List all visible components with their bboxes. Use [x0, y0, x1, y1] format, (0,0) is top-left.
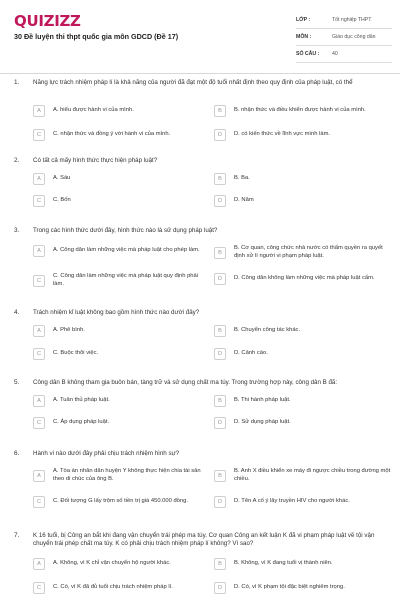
- option-text: A. Tuân thủ pháp luật.: [53, 397, 110, 404]
- option-letter: A: [33, 395, 45, 407]
- meta-value: Tốt nghiệp THPT: [332, 17, 372, 23]
- option-text: A. Không, vì K chỉ vận chuyển hộ người khác.: [53, 560, 171, 567]
- option-text: B. Ba.: [234, 175, 250, 182]
- option-text: C. Có, vì K đã đủ tuổi chịu trách nhiệm pháp lí.: [53, 584, 173, 591]
- question-number: 5.: [14, 379, 20, 386]
- option-letter: A: [33, 173, 45, 185]
- option-text: C. Áp dụng pháp luật.: [53, 419, 110, 426]
- option-text: D. Tên A cố ý lây truyền HIV cho người khác.: [234, 498, 350, 505]
- question-number: 6.: [14, 450, 20, 457]
- question-number: 3.: [14, 227, 20, 234]
- option-text: D. Cảnh cáo.: [234, 350, 268, 357]
- question-number: 4.: [14, 309, 20, 316]
- option-letter: A: [33, 558, 45, 570]
- option-c[interactable]: [33, 417, 203, 429]
- option-letter: A: [33, 105, 45, 117]
- option-b[interactable]: [214, 558, 390, 570]
- option-letter: B: [214, 558, 226, 570]
- option-letter: C: [33, 129, 45, 141]
- option-text: C. nhận thức và đồng ý với hành vi của mình.: [53, 131, 171, 138]
- option-c[interactable]: [33, 348, 203, 360]
- option-a[interactable]: [33, 558, 203, 570]
- meta-info-table: [296, 12, 392, 63]
- option-a[interactable]: [33, 395, 203, 407]
- question-text: Công dân B không tham gia buôn bán, tàng trữ và sử dụng chất ma túy. Trong trường hợp này, công dân B đã:: [33, 379, 338, 386]
- question-text: Năng lực trách nhiệm pháp lí là khả năng của người đã đạt một độ tuổi nhất định theo quy định của pháp luật, có thể: [33, 79, 353, 86]
- option-b[interactable]: [214, 395, 390, 407]
- document-header: [0, 0, 400, 72]
- option-letter: D: [214, 195, 226, 207]
- option-text: B. Không, vì K đang tuổi vị thành niên.: [234, 560, 333, 567]
- option-text: C. Buộc thôi việc.: [53, 350, 99, 357]
- option-text: B. Chuyển công tác khác.: [234, 327, 301, 334]
- option-c[interactable]: [33, 273, 205, 288]
- option-letter: A: [33, 325, 45, 337]
- option-c[interactable]: [33, 496, 205, 508]
- option-d[interactable]: [214, 273, 392, 285]
- option-letter: B: [214, 247, 226, 259]
- option-a[interactable]: [33, 468, 205, 483]
- option-d[interactable]: [214, 582, 390, 594]
- option-letter: B: [214, 470, 226, 482]
- meta-key: LỚP :: [296, 17, 311, 23]
- option-letter: D: [214, 273, 226, 285]
- option-letter: D: [214, 417, 226, 429]
- option-d[interactable]: [214, 195, 390, 207]
- option-text: A. Sáu: [53, 175, 71, 182]
- option-text: A. hiểu được hành vi của mình.: [53, 107, 134, 114]
- option-letter: D: [214, 348, 226, 360]
- option-letter: A: [33, 470, 45, 482]
- option-letter: C: [33, 496, 45, 508]
- option-letter: B: [214, 395, 226, 407]
- meta-row-subject: [296, 29, 392, 46]
- question-number: 2.: [14, 157, 20, 164]
- meta-row-question-count: [296, 46, 392, 63]
- option-text: C. Công dân làm những việc mà pháp luật quy định phải làm.: [53, 273, 199, 287]
- meta-row-grade: [296, 12, 392, 29]
- option-text: C. Bốn: [53, 197, 71, 204]
- option-text: B. Anh X điều khiển xe máy đi ngược chiều trong đường một chiều.: [234, 468, 391, 482]
- option-a[interactable]: [33, 325, 203, 337]
- option-letter: C: [33, 348, 45, 360]
- option-text: D. có kiến thức về lĩnh vực mình làm.: [234, 131, 331, 138]
- question-text: Hành vi nào dưới đây phải chịu trách nhiệm hình sự?: [33, 450, 180, 457]
- option-d[interactable]: [214, 417, 390, 429]
- option-letter: D: [214, 129, 226, 141]
- option-text: B. Cơ quan, công chức nhà nước có thẩm quyền ra quyết định xử lí người vi phạm pháp luật.: [234, 245, 383, 259]
- option-text: D. Công dân không làm những việc mà pháp luật cấm.: [234, 275, 375, 282]
- option-c[interactable]: [33, 129, 203, 141]
- option-d[interactable]: [214, 348, 390, 360]
- option-b[interactable]: [214, 105, 390, 117]
- option-text: A. Phê bình.: [53, 327, 85, 334]
- meta-value: Giáo dục công dân: [332, 34, 376, 40]
- question-number: 7.: [14, 532, 20, 539]
- option-letter: D: [214, 582, 226, 594]
- option-b[interactable]: [214, 468, 392, 483]
- option-d[interactable]: [214, 496, 392, 508]
- option-letter: C: [33, 275, 45, 287]
- option-text: D. Có, vì K phạm tội đặc biệt nghiêm trọng.: [234, 584, 345, 591]
- question-text: Trách nhiệm kỉ luật không bao gồm hình thức nào dưới đây?: [33, 309, 200, 316]
- option-letter: C: [33, 582, 45, 594]
- header-divider: [0, 73, 400, 74]
- option-b[interactable]: [214, 173, 390, 185]
- meta-value: 40: [332, 51, 338, 57]
- option-c[interactable]: [33, 195, 203, 207]
- option-a[interactable]: [33, 245, 205, 257]
- option-c[interactable]: [33, 582, 203, 594]
- quizizz-logo: QUIZIZZ: [14, 12, 81, 30]
- option-a[interactable]: [33, 105, 203, 117]
- option-d[interactable]: [214, 129, 390, 141]
- meta-key: MÔN :: [296, 34, 312, 40]
- question-text: K 16 tuổi, bị Công an bắt khi đang vận chuyển trái phép ma túy. Cơ quan Công an kết luận K đã vi phạm pháp luật về tội vận chuyển trái phép chất ma túy. K có phải chịu trách nhiệm pháp lí không? Vì sao?: [33, 532, 375, 548]
- meta-key: SỐ CÂU :: [296, 51, 320, 57]
- question-number: 1.: [14, 79, 20, 86]
- option-a[interactable]: [33, 173, 203, 185]
- option-letter: C: [33, 417, 45, 429]
- question-text: Trong các hình thức dưới đây, hình thức nào là sử dụng pháp luật?: [33, 227, 218, 234]
- option-letter: A: [33, 245, 45, 257]
- option-text: B. Thi hành pháp luật.: [234, 397, 291, 404]
- option-text: A. Tòa án nhân dân huyện Y không thực hiện chia tài sản theo di chúc của ông B.: [53, 468, 201, 482]
- document-title: 30 Đề luyện thi thpt quốc gia môn GDCD (Đề 17): [14, 32, 179, 41]
- option-text: D. Sử dụng pháp luật.: [234, 419, 291, 426]
- question-text: Có tất cả mấy hình thức thực hiện pháp luật?: [33, 157, 158, 164]
- option-letter: D: [214, 496, 226, 508]
- option-b[interactable]: [214, 325, 390, 337]
- option-text: D. Năm: [234, 197, 254, 204]
- option-letter: B: [214, 325, 226, 337]
- option-letter: B: [214, 105, 226, 117]
- option-text: A. Công dân làm những việc mà pháp luật cho phép làm.: [53, 247, 200, 254]
- option-letter: B: [214, 173, 226, 185]
- option-text: C. Đối tượng G lấy trộm số tiền trị giá 450.000 đồng.: [53, 498, 188, 505]
- option-text: B. nhận thức và điều khiển được hành vi của mình.: [234, 107, 366, 114]
- option-b[interactable]: [214, 245, 392, 260]
- option-letter: C: [33, 195, 45, 207]
